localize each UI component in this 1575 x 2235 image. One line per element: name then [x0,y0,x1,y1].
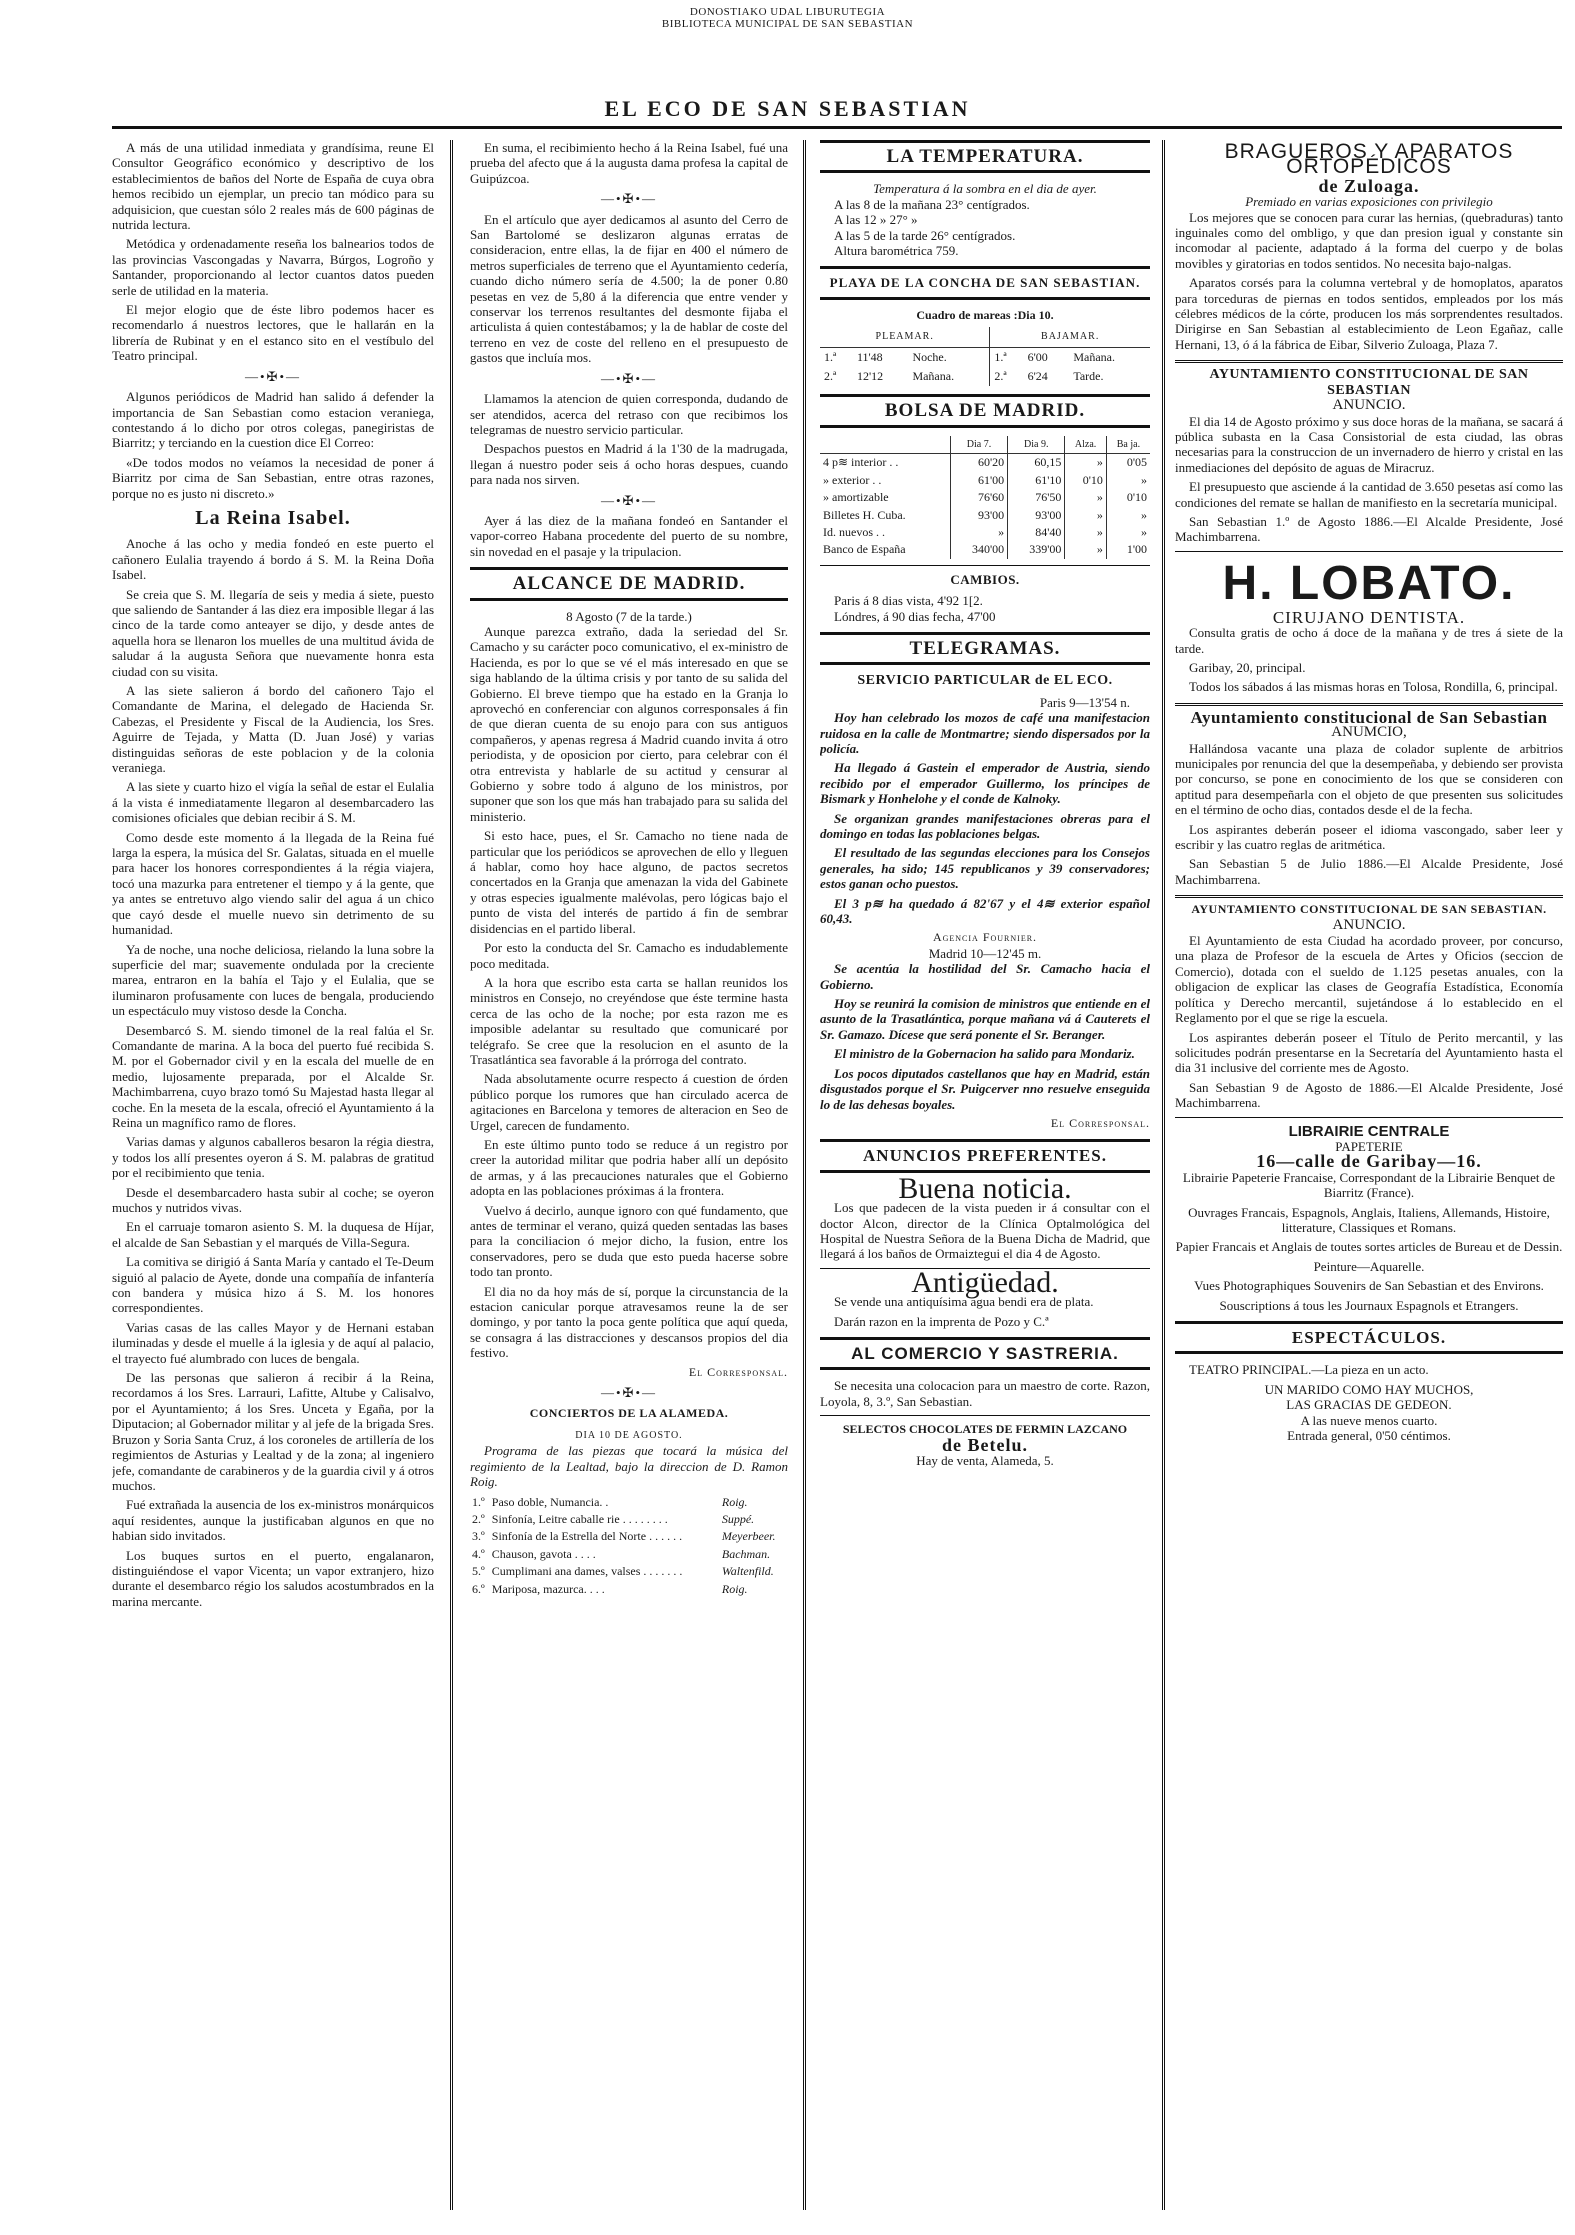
telegram-item: Hoy se reunirá la comision de ministros que entiende en el asunto de la Trasatlántica, porque mañana vá á Cauterets el Sr. Gamazo. Dícese que será ponente el Sr. Beranger. [820,996,1150,1042]
alcance-paragraph: El dia no da hoy más de sí, porque la circunstancia de la estacion canicular porque atravesamos reune la de ser domingo, y por tanto la poca gente política que aquí queda, se consagra á las distracciones y descansos propios del dia festivo. [470,1283,788,1361]
article-consultor-2: Metódica y ordenadamente reseña los balnearios todos de las provincias Vascongadas y Navarra, Búrgos, Logroño y Santander, proporcionando al lector cuantos datos pueden serle de utilidad en la materia. [112,236,434,298]
ad-antiguedad-title: Antigüedad. [911,1265,1059,1299]
telegram-item: El 3 p≋ ha quedado á 82'67 y el 4≋ exterior español 60,43. [820,895,1150,927]
separator-rule [820,565,1150,566]
article-consultor: A más de una utilidad inmediata y grandísima, reune El Consultor Geográfico económico y descriptivo de los establecimientos de baños del Norte de España de cuya obra hemos recibido un ejemplar, un precio tan módico para su adquisicion, que cuestan sólo 2 reales más de 600 páginas de nutrida lectura. [112,140,434,233]
ad-buena-noticia-title: Buena noticia. [898,1171,1072,1205]
article-telegramas-2: Despachos puestos en Madrid á la 1'30 de la madrugada, llegan á nuestro poder seis á ocho horas despues, cuando para nada nos sirven. [470,441,788,488]
bolsa-cell: 84'40 [1008,524,1065,541]
anuncio-paragraph: El presupuesto que asciende á la cantidad de 3.650 pesetas así como las condiciones del remate se hallan de manifiesto en la secretaría municipal. [1175,479,1563,510]
anuncio-paragraph: Hallándosa vacante una plaza de colador suplente de arbitrios municipales por renuncia del que la desempeñaba, y debiendo ser provista por concurso, se pone en conocimiento de los que se consideren con aptitud para desempeñarla con el objeto de que presenten sus solicitudes en el término de ocho dias, contados desde el de la fecha. [1175,740,1563,818]
anuncio-label: ANUMCIO, [1331,724,1407,741]
bolsa-row [820,541,1150,558]
anuncio-paragraph: Los aspirantes deberán poseer el idioma vascongado, saber leer y escribir y las cuatro reglas de aritmética. [1175,821,1563,853]
bolsa-cell: » [1106,472,1150,489]
program-piece: Sinfonía, Leitre caballe rie . . . . . . . . [491,1511,668,1526]
column-rule-3 [1162,140,1165,2210]
entrada-precio: Entrada general, 0'50 céntimos. [1287,1428,1451,1444]
ayuntamiento-heading: Ayuntamiento constitucional de San Sebastian [1175,703,1563,725]
headline-anuncios-preferentes: ANUNCIOS PREFERENTES. [820,1139,1150,1172]
separator-rule [1175,1117,1563,1118]
newspaper-masthead: EL ECO DE SAN SEBASTIAN [604,96,971,121]
program-piece: Sinfonía de la Estrella del Norte . . . . . . [491,1529,683,1544]
reina-paragraph: Desembarcó S. M. siendo timonel de la real falúa el Sr. Comandante de marina. A la boca del puerto fué recibida S. M. por el Gobernador civil y en la escala del muelle de en medio, lujosamente preparada, por el Alcalde Sr. Machimbarrena, cuyo brazo tomó Su Majestad hasta llegar al coche. En la meseta de la escala, ofreció el Ayuntamiento á la Reina un magnífico ramo de flores. [112,1022,434,1130]
cambio-line: Paris á 8 dias vista, 4'92 1[2. [834,593,983,609]
reina-paragraph: Varias casas de las calles Mayor y de Hernani estaban iluminadas y desde el muelle á la iglesia y de aquí al palacio, el trayecto fué alumbrado con luces de bengala. [112,1319,434,1366]
alcance-paragraph: En este último punto todo se reduce á un registro por creer la autoridad militar que podria haber allí un depósito de armas, y á las precauciones naturales que el Gobierno adopta en las poblaciones próximas á la frontera. [470,1136,788,1199]
obra-title: UN MARIDO COMO HAY MUCHOS, [1264,1381,1474,1397]
temperature-line: A las 5 de la tarde 26° centígrados. [834,227,1016,243]
pleamar-period: Noche. [908,347,989,367]
column-1 [112,140,434,2210]
bajamar-period: Mañana. [1073,349,1116,364]
anuncio-paragraph: El dia 14 de Agosto próximo y sus doce horas de la mañana, se sacará á pública subasta en la Casa Consistorial de esta ciudad, las obras necesarias para la construccion de un invernadero de hierro y cristal en las inmediaciones del depósito de aguas de Miracruz. [1175,413,1563,475]
program-piece: Chauson, gavota . . . . [491,1546,596,1561]
alcance-paragraph: Si esto hace, pues, el Sr. Camacho no tiene nada de particular que los periódicos se aprovechen de ello y lleguen á hablar, como hoy hace alguno, de pactos secretos concertados en la Granja que amenazan la vida del Gabinete y otras especies igualmente malévolas, pero lógicas bajo el punto de vista del interés de partido á fin de sembrar disidencias en el partido liberal. [470,828,788,936]
tide-number: 2.ª [824,369,837,384]
bolsa-cell: 4 p≋ interior . . [823,455,899,470]
program-piece: Paso doble, Numancia. . [491,1494,609,1509]
separator-rule [1175,551,1563,552]
ad-bragueros-text: Los mejores que se conocen para curar las hernias, (quebraduras) tanto inguinales como del ombligo, y que dan presion igual y constante sin incomodar al paciente, adaptado á la forma del cuerpo y de bolas movibles y giratorias en todos sentidos. No necesita bajo-nalgas. [1175,209,1563,271]
temperatura-readings [820,197,1150,259]
ad-librairie-address: 16—calle de Garibay—16. [1256,1151,1482,1172]
article-biarritz-quote: «De todos modos no veíamos la necesidad de poner á Biarritz por cima de San Sebastian, entre otras razones, porque no es justo ni discreto.» [112,454,434,501]
anuncio-signature: San Sebastian 5 de Julio 1886.—El Alcalde Presidente, José Machimbarrena. [1175,856,1563,887]
bolsa-cell: » [1065,541,1107,558]
program-number: 1.º [472,1494,485,1509]
ad-lobato-text: Todos los sábados á las mismas horas en Tolosa, Rondilla, 6, principal. [1189,679,1558,695]
program-composer: Meyerbeer. [721,1529,776,1544]
ad-librairie-title: LIBRAIRIE CENTRALE [1288,1122,1450,1140]
separator-ornament: —•✠•— [601,1385,657,1401]
concert-program [470,1494,788,1598]
bolsa-cell: Id. nuevos . . [823,524,885,539]
program-row [470,1546,788,1563]
ad-lobato-name: H. LOBATO. [1222,556,1516,610]
cambios-list [820,593,1150,624]
reina-paragraph: Se creia que S. M. llegaría de seis y media á siete, puesto que saliendo de Santander á las diez era imposible llegar á las cinco de la tarde como anteayer se dijo, y desde antes de aquella hora se llenaron los muelles de una multitud ávida de saludar á la augusta Señora que nuevamente honra esta ciudad con su visita. [112,586,434,679]
bolsa-header [820,436,950,454]
bolsa-row [820,507,1150,524]
article-erratas: En el artículo que ayer dedicamos al asunto del Cerro de San Bartolomé se deslizaron algunas erratas de consideracion, entre ellas, la de fijar en 400 el número de metros superficiales de terreno que el Ayuntamiento cedería, cuando dicho número sería de 4.500; la de poner 0.80 pesetas en vez de 5,80 á la diferencia que entre vender y conservar los terrenos resultantes del desmonte fijaba el articulista á quien contestábamos; y la de hablar de coste del terreno en vez de coste del relleno en el presupuesto de gastos que incluía mos. [470,211,788,366]
reina-paragraph: Como desde este momento á la llegada de la Reina fué larga la espera, la música del Sr. Galatas, situada en el muelle para hacer los honores correspondientes á la régia viajera, tocó una mazurka para entretener el tiempo y á la gente, que ya antes se entretuvo algo viendo salir del agua á un chico que cayó desde el muelle nuevo sin detrimento de su humanidad. [112,829,434,938]
bolsa-cell: 0'10 [1106,489,1150,506]
bolsa-cell: Billetes H. Cuba. [823,507,906,522]
telegram-item: Ha llegado á Gastein el emperador de Austria, siendo recibido por el emperador Guillermo, los príncipes de Bismark y Honhelohe y el conde de Kalnoky. [820,760,1150,807]
article-biarritz: Algunos periódicos de Madrid han salido á defender la importancia de San Sebastian como estacion veraniega, contestando á lo dicho por otros colegas, panegiristas de Biarritz; y terciando en la cuestion dice El Correo: [112,389,434,451]
reina-paragraph: Desde el desembarcadero hasta subir al coche; se oyeron muchos y nutridos vivas. [112,1184,434,1215]
bolsa-cell: » [1065,454,1107,472]
article-consultor-3: El mejor elogio que de éste libro podemos hacer es recomendarlo á nuestros lectores, que le hallarán en la librería de Rubinat y en el estanco sito en el vestíbulo del Teatro principal. [112,302,434,364]
bolsa-header: Dia 9. [1008,436,1065,454]
reina-conclusion: En suma, el recibimiento hecho á la Reina Isabel, fué una prueba del afecto que á la augusta dama profesa la capital de Guipúzcoa. [470,140,788,186]
article-habana: Ayer á las diez de la mañana fondeó en Santander el vapor-correo Habana procedente del puerto de su nombre, sin novedad en el pasaje y la tripulacion. [470,512,788,559]
anuncio-label: ANUNCIO. [1332,397,1406,414]
headline-conciertos: CONCIERTOS DE LA ALAMEDA. [529,1406,729,1421]
tide-number: 1.ª [824,349,837,364]
ad-lobato-profession: CIRUJANO DENTISTA. [1272,607,1466,627]
agencia-fournier: Agencia Fournier. [932,930,1038,945]
reina-paragraph: A las siete salieron á bordo del cañonero Tajo el Comandante de Marina, el delegado de Hacienda Sr. Cabezas, el Presidente y Fiscal de la Audiencia, los Sres. Aguirre de Tejada, y Matta (D. Juan José) y varias distinguidas señoras de este poblacion y de la colonia veraniega. [112,683,434,776]
reina-paragraph: Los buques surtos en el puerto, engalanaron, distinguiéndose el vapor Vicenta; un vapor extranjero, hizo durante el desembarco régio los saludos acostumbrados en la marina mercante. [112,1547,434,1609]
headline-bolsa-madrid: BOLSA DE MADRID. [820,394,1150,427]
article-telegramas: Llamamos la atencion de quien corresponda, dudando de ser atendidos, acerca del retraso con que recibimos los telegramas de nuestro servicio particular. [470,391,788,437]
bolsa-cell: » [1065,524,1107,541]
program-composer: Bachman. [721,1546,771,1561]
tide-row [820,367,1150,386]
program-composer: Roig. [721,1494,748,1509]
ad-librairie-text: Librairie Papeterie Francaise, Correspondant de la Librairie Benquet de Biarritz (France). [1182,1169,1556,1201]
headline-telegramas: TELEGRAMAS. [820,632,1150,665]
cuadro-mareas: Cuadro de mareas :Dia 10. [916,307,1054,322]
ad-chocolates-address: Hay de venta, Alameda, 5. [916,1453,1054,1468]
signature-corresponsal: El Corresponsal. [688,1364,788,1379]
telegram-item: Se organizan grandes manifestaciones obreras para el domingo en todas las poblaciones belgas. [820,810,1150,841]
bolsa-row [820,489,1150,506]
teatro-principal: TEATRO PRINCIPAL.—La pieza en un acto. [1189,1362,1429,1378]
anuncio-paragraph: El Ayuntamiento de esta Ciudad ha acordado proveer, por concurso, una plaza de Profesor de la escuela de Artes y Oficios (seccion de Comercio), dotada con el sueldo de 1.125 pesetas anuales, con la obligacion de explicar las clases de Geografía Estadística, Economía política y Derecho mercantil, sujetándose á lo establecido en el Reglamento por el que se rige la escuela. [1175,933,1563,1026]
bolsa-cell: 61'10 [1008,472,1065,489]
bolsa-row [820,472,1150,489]
reina-paragraph: Varias damas y algunos caballeros besaron la régia diestra, y todos los allí presentes oyeron á S. M. palabras de gratitud por el recibimiento que tenia. [112,1134,434,1181]
tides-table [820,327,1150,386]
alcance-date: 8 Agosto (7 de la tarde.) [566,608,692,624]
reina-paragraph: Fué extrañada la ausencia de los ex-ministros monárquicos aquí residentes, aunque la justificaban algunos en que no habian sido invitados. [112,1497,434,1544]
headline-playa-concha: PLAYA DE LA CONCHA DE SAN SEBASTIAN. [820,266,1150,299]
reina-paragraph: En el carruaje tomaron asiento S. M. la duquesa de Híjar, el alcalde de San Sebastian y el marqués de Villa-Segura. [112,1219,434,1250]
ad-comercio-text: Se necesita una colocacion para un maestro de corte. Razon, Loyola, 8, 3.º, San Sebastian. [820,1378,1150,1409]
alcance-paragraph: Vuelvo á decirlo, aunque ignoro con qué fundamento, que antes de terminar el verano, quizá queden sentadas las bases para la conciliacion ó mejor dicho, la fusion, entre los conservadores, pero se duda que esto pueda hacerse sobre todo tan pronto. [470,1202,788,1280]
reina-paragraph: A las siete y cuarto hizo el vigía la señal de estar el Eulalia á la vista é inmediatamente llegaron al desembarcadero las comisiones oficiales que debian recibir á S. M. [112,779,434,826]
pleamar-time: 12'12 [856,369,884,384]
bolsa-cell: Banco de España [823,542,906,557]
bolsa-cell: 339'00 [1008,541,1065,558]
bolsa-cell: 61'00 [950,472,1007,489]
alcance-paragraph: A la hora que escribo esta carta se hallan reunidos los ministros en Consejo, no creyéndose que éste termine hasta cerca de las ocho de la noche; por esta razon me es imposible adelantar su resultado que comunicaré por telégrafo. Se cree que la resolucion en el asunto de la Trasatlántica sea favorable á la prórroga del contrato. [470,974,788,1067]
bolsa-cell: 1'00 [1106,541,1150,558]
conciertos-date: DIA 10 DE AGOSTO. [575,1429,683,1441]
program-number: 2.º [472,1511,485,1526]
separator-ornament: —•✠•— [245,368,301,384]
ad-lobato-text: Consulta gratis de ocho á doce de la mañana y de tres á siete de la tarde. [1175,625,1563,656]
cambio-line: Lóndres, á 90 dias fecha, 47'00 [834,608,996,624]
signature-corresponsal: El Corresponsal. [1050,1115,1150,1130]
anuncio-label: ANUNCIO. [1332,916,1406,933]
temperature-line: A las 12 » 27° » [834,212,918,228]
bolsa-cell: » exterior . . [823,472,882,487]
bajamar-time: 6'24 [1027,369,1048,384]
telegram-item: El ministro de la Gobernacion ha salido para Mondariz. [834,1046,1135,1062]
bolsa-cell: 340'00 [950,541,1007,558]
ad-bragueros-premio: Premiado en varias exposiciones con privilegio [1245,194,1493,210]
program-number: 5.º [472,1564,485,1579]
separator-ornament: —•✠•— [601,370,657,386]
anuncio-signature: San Sebastian 1.º de Agosto 1886.—El Alcalde Presidente, José Machimbarrena. [1175,513,1563,545]
bolsa-cell: » [950,524,1007,541]
ad-librairie-text: Souscriptions á tous les Journaux Espagnols et Etrangers. [1219,1297,1519,1313]
alcance-paragraph: Por esto la conducta del Sr. Camacho es indudablemente poco meditada. [470,940,788,971]
bolsa-header: Dia 7. [950,436,1007,454]
bolsa-cell: » [1106,507,1150,524]
anuncio-paragraph: Los aspirantes deberán poseer el Título de Perito mercantil, y las solicitudes podrán presentarse en la Secretaría del Ayuntamiento hasta el dia 31 inclusive del corriente mes de Agosto. [1175,1029,1563,1076]
column-rule-1 [450,140,453,2210]
bolsa-table [820,436,1150,559]
ad-chocolates-title: SELECTOS CHOCOLATES DE FERMIN LAZCANO [842,1422,1128,1437]
ad-bragueros-maker: de Zuloaga. [1318,175,1420,196]
bolsa-header: Alza. [1065,436,1107,454]
pleamar-period: Mañana. [908,367,989,386]
ad-librairie-papeterie: PAPETERIE [1335,1138,1403,1154]
ad-buena-noticia-text: Los que padecen de la vista pueden ir á consultar con el doctor Alcon, director de la Clínica Optalmológica del Hospital de Nuestra Señora de la Buena Dicha de Madrid, que llegará á los baños de Ormaiztegui el dia 4 de Agosto. [820,1200,1150,1262]
headline-alcance-madrid: ALCANCE DE MADRID. [470,567,788,600]
program-piece: Mariposa, mazurca. . . . [491,1581,605,1596]
separator-ornament: —•✠•— [601,191,657,207]
bolsa-cell: » amortizable [823,490,889,505]
headline-espectaculos: ESPECTÁCULOS. [1175,1321,1563,1354]
reina-paragraph: La comitiva se dirigió á Santa María y cantado el Te-Deum siguió al palacio de Ayete, donde una compañía de infantería con bandera y música hizo á S. M. los honores correspondientes. [112,1254,434,1316]
program-composer: Suppé. [721,1511,755,1526]
conciertos-intro: Programa de las piezas que tocará la música del regimiento de la Lealtad, bajo la direccion de D. Ramon Roig. [470,1443,788,1490]
column-3 [820,140,1150,2210]
bolsa-cell: 93'00 [1008,507,1065,524]
ad-lobato-text: Garibay, 20, principal. [1189,659,1306,675]
ad-librairie-text: Peinture—Aquarelle. [1313,1258,1425,1274]
telegram-item: El resultado de las segundas elecciones para los Consejos generales, ha sido; 145 republicanos y 39 conservadores; estos ganan ocho puestos. [820,845,1150,892]
library-header [0,6,1575,30]
telegram-dateline: Madrid 10—12'45 m. [928,945,1042,961]
program-composer: Waltenfild. [721,1564,774,1579]
temperatura-subtitle: Temperatura á la sombra en el dia de ayer. [873,181,1097,197]
bolsa-cell: » [1065,507,1107,524]
bolsa-cell: 76'60 [950,489,1007,506]
program-row [470,1511,788,1528]
temperature-line: A las 8 de la mañana 23° centígrados. [834,196,1030,212]
temperature-line: Altura barométrica 759. [834,243,959,259]
ad-antiguedad-text: Se vende una antiquísima agua bendi era de plata. [834,1294,1094,1310]
telegram-item: Hoy han celebrado los mozos de café una manifestacion ruidosa en la calle de Montmartre; siendo dispersados por la policía. [820,710,1150,756]
ad-antiguedad-contact: Darán razon en la imprenta de Pozo y C.ª [834,1313,1049,1329]
tide-number: 1.ª [994,349,1007,364]
telegram-item: Se acentúa la hostilidad del Sr. Camacho hacia el Gobierno. [820,961,1150,992]
alcance-paragraph: Nada absolutamente ocurre respecto á cuestion de órden público porque los rumores que han circulado acerca de agitaciones en Barcelona y temores de alteracion en Seo de Urgel, carecen de fundamento. [470,1071,788,1133]
ad-comercio-title: AL COMERCIO Y SASTRERIA. [820,1337,1150,1370]
headline-temperatura: LA TEMPERATURA. [820,140,1150,173]
bolsa-cell: 0'10 [1065,472,1107,489]
tide-row [820,347,1150,367]
pleamar-time: 11'48 [856,349,883,364]
headline-cambios: CAMBIOS. [950,571,1020,587]
bolsa-row [820,454,1150,472]
program-number: 6.º [472,1581,485,1596]
program-row [470,1528,788,1545]
funcion-hora: A las nueve menos cuarto. [1300,1412,1438,1428]
bajamar-period: Tarde. [1073,369,1104,384]
program-row [470,1494,788,1511]
obra-title: LAS GRACIAS DE GEDEON. [1286,1397,1452,1413]
library-name-basque: DONOSTIAKO UDAL LIBURUTEGIA [689,6,886,18]
ayuntamiento-heading: AYUNTAMIENTO CONSTITUCIONAL DE SAN SEBASTIAN. [1175,895,1563,917]
program-composer: Roig. [721,1581,748,1596]
bajamar-time: 6'00 [1027,349,1048,364]
anuncio-signature: San Sebastian 9 de Agosto de 1886.—El Alcalde Presidente, José Machimbarrena. [1175,1079,1563,1111]
pleamar-header: PLEAMAR. [820,327,990,347]
program-number: 3.º [472,1529,485,1544]
alcance-paragraph: Aunque parezca extraño, dada la seriedad del Sr. Camacho y su carácter poco comunicativo, el ex-ministro de Hacienda, es por lo que se vé el más interesado en que se siga hablando de la última crisis y por tanto de su salida del Gobierno. El breve tiempo que ha estado en la Granja lo aprovechó en conferenciar con algunos corresponsales á fin de que dieran cuenta de su enojo para con sus antiguos compañeros, y apenas regresa á Madrid cuando invita á otro periodista, y de oposicion por cierto, para celebrar con él otra entrevista y hablarle de su actitud y censurar al Gobierno y sobre todo á alguno de los ministros, por suponer que son los que más han trabajado para su salida del ministerio. [470,623,788,824]
tide-number: 2.ª [994,369,1007,384]
bolsa-cell: » [1106,524,1150,541]
ad-bragueros-text: Aparatos corsés para la columna vertebral y de homoplatos, aparatos para torceduras de piernas en todos sentidos, empleados por los más célebres médicos de la córte, producen los más sorprendentes resultados. Dirigirse en San Sebastian al establecimiento de Leon Egañaz, calle Hernani, 13, ó á la fábrica de Eibar, Silverio Zuloaga, Plaza 7. [1175,275,1563,352]
column-rule-2 [803,140,806,2210]
reina-paragraph: Ya de noche, una noche deliciosa, rielando la luna sobre la superficie del mar; suavemente ondulada por la creciente marea, entraron en la bahía el Tajo y el Eulalia, que se iluminaron profusamente con luces de bengala, produciendo un espectáculo muy vistoso desde la Concha. [112,941,434,1019]
library-name-spanish: BIBLIOTECA MUNICIPAL DE SAN SEBASTIAN [661,18,914,30]
bolsa-row [820,524,1150,541]
column-4 [1175,140,1563,2210]
bolsa-cell: 93'00 [950,507,1007,524]
bajamar-header: BAJAMAR. [990,327,1150,347]
program-number: 4.º [472,1546,485,1561]
bolsa-cell: 0'05 [1106,454,1150,472]
telegram-item: Los pocos diputados castellanos que hay en Madrid, están disgustados porque el Sr. Puigcerver nno resuelve enseguida lo de las dehesas boyales. [820,1065,1150,1112]
ayuntamiento-heading: AYUNTAMIENTO CONSTITUCIONAL DE SAN SEBASTIAN [1175,360,1563,398]
ad-librairie-text: Ouvrages Francais, Espagnols, Anglais, Italiens, Allemands, Histoire, litterature, Classiques et Romans. [1188,1204,1550,1235]
program-piece: Cumplimani ana dames, valses . . . . . . . [491,1564,683,1579]
telegram-dateline: Paris 9—13'54 n. [1039,694,1130,710]
bolsa-cell: 60'20 [950,454,1007,472]
program-row [470,1581,788,1598]
bolsa-cell: 76'50 [1008,489,1065,506]
ad-librairie-text: Papier Francais et Anglais de toutes sortes articles de Bureau et de Dessin. [1175,1239,1563,1255]
headline-reina-isabel: La Reina Isabel. [195,506,351,529]
program-row [470,1563,788,1580]
ad-librairie-text: Vues Photographiques Souvenirs de San Sebastian et des Environs. [1194,1278,1544,1294]
reina-paragraph: Anoche á las ocho y media fondeó en este puerto el cañonero Eulalia trayendo á bordo á S. M. la Reina Doña Isabel. [112,536,434,583]
separator-ornament: —•✠•— [601,492,657,508]
bolsa-cell: » [1065,489,1107,506]
reina-paragraph: De las personas que salieron á recibir á la Reina, recordamos á los Sres. Larrauri, Lafitte, Altube y Calisalvo, por el Ayuntamiento; á los Sres. Unceta y Egaña, por la Diputacion; al Gobernador militar y al jefe de la brigada Sres. Bruzon y Soria Santa Cruz, á los coroneles de artillería de los regimientos de Asturias y Lealtad y de la zona; al ingeniero jefe, comandante de carabineros y de la guardia civil y á otros muchos. [112,1370,434,1493]
ad-chocolates-origin: de Betelu. [942,1434,1028,1455]
bolsa-cell: 60,15 [1008,454,1065,472]
servicio-particular: SERVICIO PARTICULAR de EL ECO. [857,673,1113,689]
separator-rule [820,1415,1150,1416]
column-2 [470,140,788,2210]
bolsa-header: Ba ja. [1106,436,1150,454]
masthead-rule [112,126,1562,129]
ad-bragueros-title: BRAGUEROS Y APARATOS ORTOPÉDICOS [1224,140,1514,179]
